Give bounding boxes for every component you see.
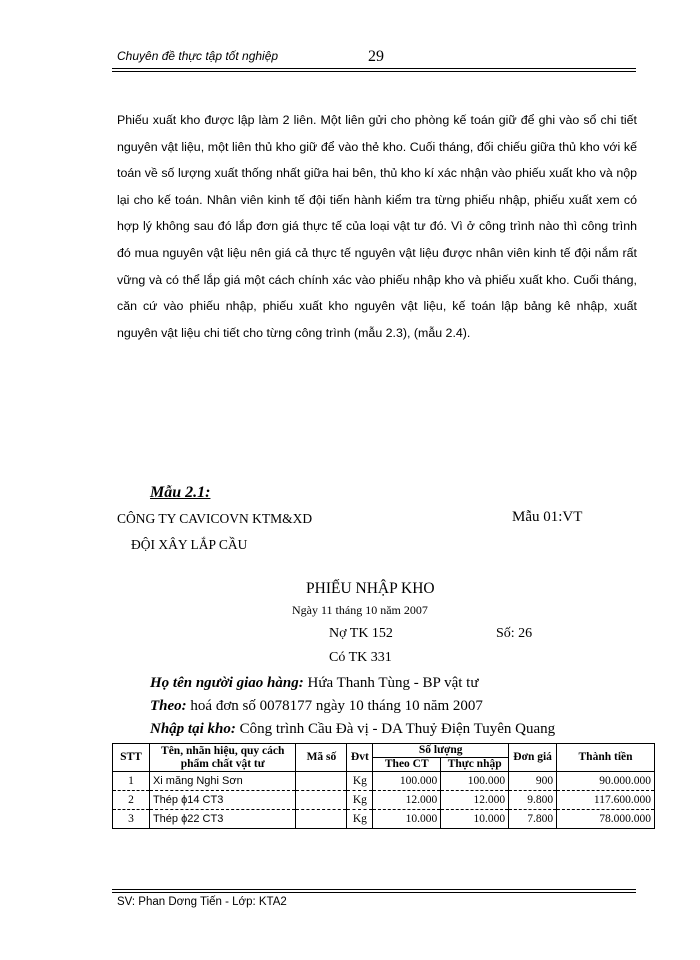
warehouse-value: Công trình Cầu Đà vị - DA Thuỷ Điện Tuyên Quang xyxy=(235,721,556,737)
according-value: hoá đơn số 0078177 ngày 10 tháng 10 năm 2007 xyxy=(186,698,483,714)
cell-qty-document: 12.000 xyxy=(373,791,441,810)
company-name: CÔNG TY CAVICOVN KTM&XD xyxy=(117,511,313,526)
running-footer: SV: Phan Dơng Tiến - Lớp: KTA2 xyxy=(117,896,287,908)
document-number: Số: 26 xyxy=(496,626,533,641)
table-row xyxy=(113,791,655,810)
body-paragraph: Phiếu xuất kho được lập làm 2 liên. Một liên gửi cho phòng kế toán giữ để ghi vào sổ chi tiết nguyên vật liệu, một liên thủ kho giữ để vào thẻ kho. Cuối tháng, đối chiếu giữa thủ kho với kế toán về số lượng xuất thống nhất giữa hai bên, thủ kho kí xác nhận vào phiếu xuất kho và nộp lại cho kế toán. Nhân viên kinh tế đội tiến hành kiểm tra từng phiếu nhập, phiếu xuất xem có hợp lý không sau đó lắp đơn giá thực tế của loại vật tư đó. Vì ở công trình nào thì công trình đó mua nguyên vật liệu nên giá cả thực tế nguyên vật liệu được nhân viên kinh tế đội nắm rất vững và có thể lắp giá một cách chính xác vào phiếu nhập kho và phiếu xuất kho. Cuối tháng, căn cứ vào phiếu nhập, phiếu xuất kho nguyên vật liệu, kế toán lập bảng kê nhập, xuất nguyên vật liệu chi tiết cho từng công trình (mẫu 2.3), (mẫu 2.4). xyxy=(117,113,637,340)
cell-item-name: Thép ϕ22 CT3 xyxy=(149,810,296,829)
document-title: PHIẾU NHẬP KHO xyxy=(306,580,435,597)
header-divider xyxy=(112,68,636,72)
form-code: Mẫu 01:VT xyxy=(512,509,583,525)
header-qty-actual: Thực nhập xyxy=(441,758,509,772)
cell-amount: 78.000.000 xyxy=(557,810,655,829)
according-line xyxy=(150,698,483,715)
cell-qty-document: 10.000 xyxy=(373,810,441,829)
goods-receipt-table xyxy=(112,743,655,829)
cell-qty-document: 100.000 xyxy=(373,772,441,791)
cell-qty-actual: 100.000 xyxy=(441,772,509,791)
cell-code xyxy=(296,772,347,791)
sample-label: Mẫu 2.1: xyxy=(150,484,211,501)
table-row xyxy=(113,810,655,829)
document-date: Ngày 11 tháng 10 năm 2007 xyxy=(292,603,428,617)
cell-stt: 3 xyxy=(113,810,150,829)
footer-divider xyxy=(112,889,636,893)
cell-unit: Kg xyxy=(347,791,373,810)
cell-code xyxy=(296,791,347,810)
warehouse-line xyxy=(150,721,555,738)
debit-account: Nợ TK 152 xyxy=(329,626,393,641)
cell-unit: Kg xyxy=(347,772,373,791)
header-item-name: Tên, nhãn hiệu, quy cách phẩm chất vật tư xyxy=(149,744,296,772)
team-name: ĐỘI XÂY LẮP CẦU xyxy=(131,537,248,552)
credit-account: Có TK 331 xyxy=(329,650,392,665)
deliverer-value: Hứa Thanh Tùng - BP vật tư xyxy=(303,675,479,691)
cell-qty-actual: 12.000 xyxy=(441,791,509,810)
page-number: 29 xyxy=(368,48,384,65)
header-unit: Đvt xyxy=(347,744,373,772)
cell-stt: 2 xyxy=(113,791,150,810)
cell-unit-price: 7.800 xyxy=(509,810,557,829)
table-row xyxy=(113,772,655,791)
cell-item-name: Thép ϕ14 CT3 xyxy=(149,791,296,810)
cell-qty-actual: 10.000 xyxy=(441,810,509,829)
deliverer-line xyxy=(150,675,478,692)
running-header-title: Chuyên đề thực tập tốt nghiệp xyxy=(117,49,279,63)
header-qty-document: Theo CT xyxy=(373,758,441,772)
header-quantity: Số lượng xyxy=(373,744,509,758)
header-amount: Thành tiền xyxy=(557,744,655,772)
cell-amount: 117.600.000 xyxy=(557,791,655,810)
deliverer-label: Họ tên người giao hàng: xyxy=(150,675,304,691)
header-unit-price: Đơn giá xyxy=(509,744,557,772)
according-label: Theo: xyxy=(150,698,187,714)
cell-item-name: Xi măng Nghi Sơn xyxy=(149,772,296,791)
cell-amount: 90.000.000 xyxy=(557,772,655,791)
cell-unit-price: 900 xyxy=(509,772,557,791)
cell-unit: Kg xyxy=(347,810,373,829)
header-stt: STT xyxy=(113,744,150,772)
cell-code xyxy=(296,810,347,829)
cell-stt: 1 xyxy=(113,772,150,791)
warehouse-label: Nhập tại kho: xyxy=(150,721,236,737)
cell-unit-price: 9.800 xyxy=(509,791,557,810)
header-code: Mã số xyxy=(296,744,347,772)
